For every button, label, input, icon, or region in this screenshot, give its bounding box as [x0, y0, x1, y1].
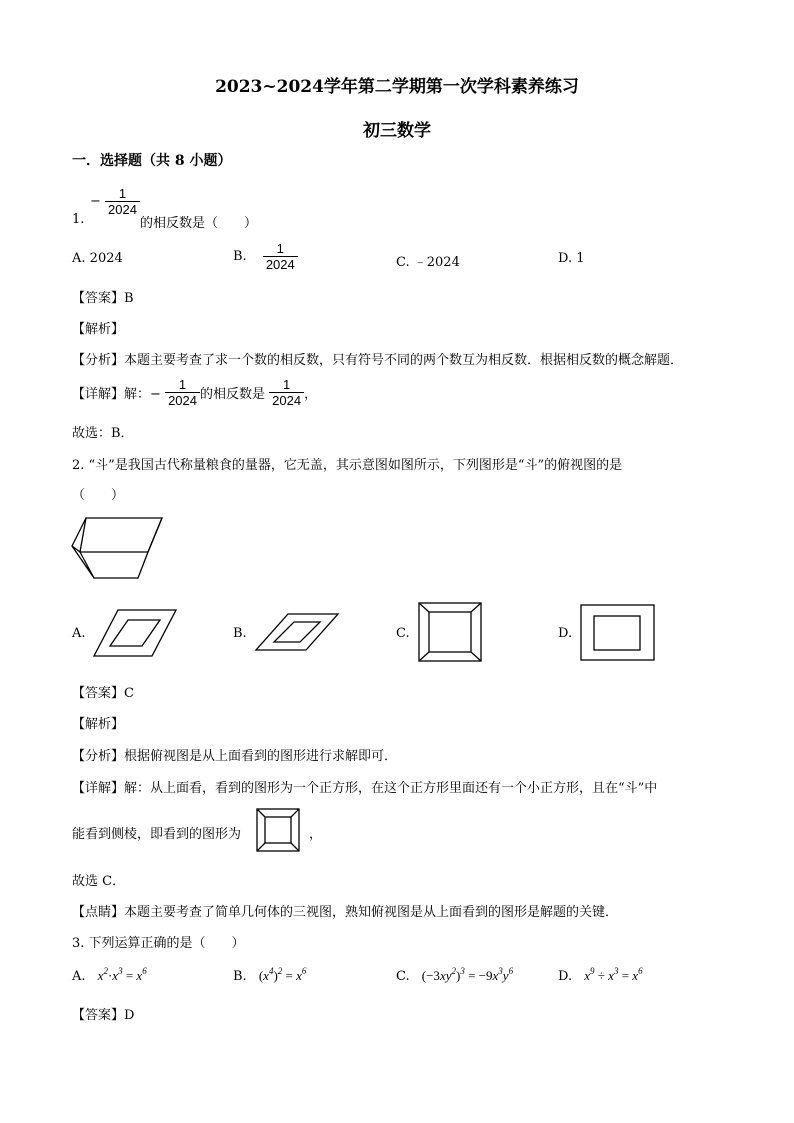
q3-stem: 3. 下列运算正确的是（ ）: [72, 936, 245, 951]
q2-detail: [72, 777, 657, 796]
section-heading: 一．选择题（共 8 小题）: [72, 153, 232, 169]
page-subtitle: 初三数学: [363, 121, 431, 141]
fraction-numerator: 1: [276, 241, 284, 256]
q1-option-c: [396, 251, 460, 270]
fraction-numerator: 1: [118, 186, 127, 201]
q2-analysis: [72, 745, 397, 764]
page-title: 2023~2024学年第二学期第一次学科素养练习: [215, 77, 579, 97]
option-text: ﹣2024: [413, 255, 460, 270]
option-text: 2024: [89, 251, 123, 266]
q2-option-d-label: D.: [558, 626, 573, 641]
outer-rect: [581, 605, 654, 660]
dou-illustration: [72, 516, 164, 580]
option-formula: $(x^4)^2 = x^6$: [258, 966, 307, 983]
fraction-numerator: 1: [282, 377, 291, 392]
q1-detail: [72, 377, 317, 408]
q1-option-a: [72, 251, 123, 266]
q3-answer: 【答案】D: [72, 1008, 135, 1023]
option-label: C.: [396, 255, 410, 270]
inner-rect: [594, 616, 640, 650]
q2-detail-line2: 能看到侧棱，即看到的图形为: [72, 827, 242, 842]
q1-analysis: [72, 349, 683, 368]
q3-option-d: [558, 968, 643, 984]
analysis-text: 本题主要考查了求一个数的相反数，只有符号不同的两个数互为相反数．根据相反数的概念解题．: [124, 353, 684, 368]
q2-option-a-figure: [92, 608, 178, 658]
option-label: C.: [396, 969, 410, 984]
option-formula: $x^2\cdot x^3 = x^6$: [97, 966, 147, 983]
q2-option-b-figure: [254, 612, 340, 652]
inner-parallelogram: [274, 622, 320, 642]
q2-stem-paren: （ ）: [72, 488, 125, 503]
detail-mid: 的相反数是: [199, 387, 265, 402]
q1-option-b: [233, 241, 298, 272]
inner-square: [429, 612, 471, 652]
analysis-text: 根据俯视图是从上面看到的图形进行求解即可．: [124, 749, 398, 764]
q2-option-b-label: B.: [233, 626, 247, 641]
q2-option-a-label: A.: [72, 626, 86, 641]
q2-inline-figure: [256, 808, 300, 852]
q1-stem-tail: 的相反数是（ ）: [140, 216, 258, 231]
detail-tag: 【详解】: [72, 387, 125, 402]
q2-stem: 2. “斗”是我国古代称量粮食的量器，它无盖，其示意图如图所示，下列图形是“斗”的俯视图的是: [72, 458, 623, 473]
option-formula: $x^9 \div x^3 = x^6$: [584, 966, 643, 983]
option-label: D.: [558, 251, 573, 266]
q1-jiexi: 【解析】: [72, 322, 125, 337]
inner-parallelogram: [110, 620, 160, 646]
q2-answer: 【答案】C: [72, 686, 134, 701]
q1-number: 1.: [72, 212, 85, 227]
fraction-denominator: 2024: [263, 256, 298, 272]
frustum-edges: [72, 518, 162, 578]
q1-stem-fraction: [90, 186, 140, 217]
q2-option-c-figure: [418, 602, 482, 662]
detail-end: ，: [304, 387, 318, 402]
outer-parallelogram: [256, 614, 338, 650]
fraction-denominator: 2024: [105, 201, 140, 217]
option-label: D.: [558, 969, 573, 984]
analysis-tag: 【分析】: [72, 353, 125, 368]
q2-option-c-label: C.: [396, 626, 410, 641]
inner-square: [265, 817, 291, 843]
option-label: A.: [72, 969, 86, 984]
q1-choose: 故选：B．: [72, 426, 134, 441]
q3-option-a: [72, 968, 147, 984]
minus-sign: −: [90, 194, 101, 209]
fraction: [263, 241, 298, 272]
comment-tag: 【点睛】: [72, 905, 125, 920]
q3-option-c: [396, 968, 513, 984]
fraction-numerator: 1: [178, 377, 187, 392]
option-label: A.: [72, 251, 86, 266]
detail-text: 解：从上面看，看到的图形为一个正方形，在这个正方形里面还有一个小正方形，且在“斗”中: [124, 781, 658, 796]
outer-parallelogram: [94, 610, 176, 656]
q2-jiexi: 【解析】: [72, 717, 125, 732]
fraction: [269, 377, 304, 408]
detail-pre: 解：−: [124, 387, 161, 402]
comment-text: 本题主要考查了简单几何体的三视图，熟知俯视图是从上面看到的图形是解题的关键．: [124, 905, 619, 920]
fraction: [105, 186, 140, 217]
q1-answer: 【答案】B: [72, 291, 134, 306]
fraction-denominator: 2024: [269, 392, 304, 408]
option-formula: $(-3xy^2)^3 = -9x^3y^6$: [421, 966, 514, 983]
detail-tag: 【详解】: [72, 781, 125, 796]
option-text: 1: [576, 251, 585, 266]
q2-comment: [72, 901, 618, 920]
q3-option-b: [233, 968, 306, 984]
fraction-denominator: 2024: [165, 392, 200, 408]
option-label: B.: [233, 969, 247, 984]
q2-option-d-figure: [580, 604, 656, 662]
q1-option-d: [558, 251, 585, 266]
q2-detail-line2-end: ，: [309, 827, 323, 842]
option-label: B.: [233, 249, 247, 264]
q2-choose: 故选 C．: [72, 874, 126, 889]
side-edges: [257, 809, 299, 851]
fraction: [165, 377, 200, 408]
analysis-tag: 【分析】: [72, 749, 125, 764]
